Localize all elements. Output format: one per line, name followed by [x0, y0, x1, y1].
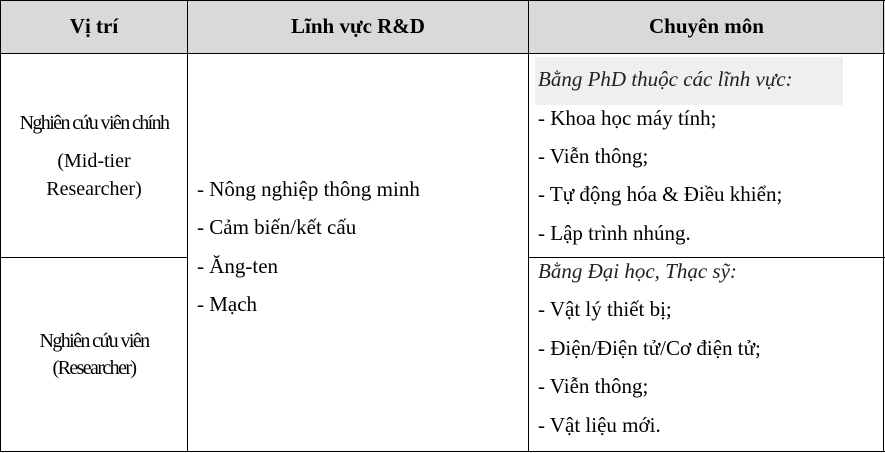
specialty-item: - Vật liệu mới.	[538, 413, 661, 437]
position-mid-tier-english-2: Researcher)	[46, 178, 142, 200]
position-mid-tier-title: Nghiên cứu viên chính	[19, 112, 169, 134]
border-position-row-divider	[0, 257, 188, 258]
border-left	[0, 0, 1, 452]
specialty-item: - Tự động hóa & Điều khiển;	[538, 182, 783, 206]
rd-field-item: - Cảm biến/kết cấu	[197, 215, 357, 239]
specialty-degree-heading: Bằng Đại học, Thạc sỹ:	[538, 259, 737, 283]
rd-field-item: - Ăng-ten	[197, 254, 279, 278]
rd-field-item: - Mạch	[197, 292, 258, 316]
position-researcher-english: (Researcher)	[52, 357, 136, 379]
specialty-item: - Viễn thông;	[538, 144, 649, 168]
border-col-1	[187, 0, 188, 452]
border-specialty-row-divider	[528, 257, 885, 258]
specialty-item: - Lập trình nhúng.	[538, 221, 691, 245]
header-rd-field: Lĩnh vực R&D	[291, 14, 425, 38]
border-header-bottom	[0, 53, 885, 54]
specialty-item: - Viễn thông;	[538, 374, 649, 398]
specialty-item: - Khoa học máy tính;	[538, 106, 717, 130]
position-mid-tier-english-1: (Mid-tier	[57, 150, 131, 172]
specialty-phd-heading: Bằng PhD thuộc các lĩnh vực:	[538, 67, 793, 91]
header-position: Vị trí	[69, 14, 119, 38]
specialty-item: - Điện/Điện tử/Cơ điện tử;	[538, 336, 761, 360]
specialty-item: - Vật lý thiết bị;	[538, 297, 672, 321]
border-col-2	[528, 0, 529, 452]
header-specialty: Chuyên môn	[649, 14, 764, 38]
border-bottom	[0, 451, 885, 452]
rd-field-item: - Nông nghiệp thông minh	[197, 177, 420, 201]
position-researcher-title: Nghiên cứu viên	[39, 330, 149, 352]
border-right	[883, 0, 884, 452]
